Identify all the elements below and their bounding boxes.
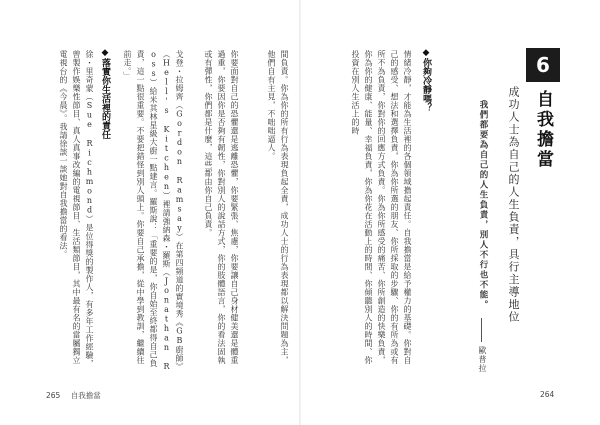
section-heading-calm	[419, 48, 433, 368]
chapter-title: 自我擔當	[533, 90, 553, 170]
chapter-number: 6	[536, 53, 550, 77]
left-page-paragraph-2: 你要面對自己的恐懼還是逃離恐懼，你要緊張、焦慮，你要讓自己身材健美還是體重過重，你要因你是否夠有韌性，你對別人的說話方式，你的肢體語言，你的看法固執或有彈性，你們都是什麼，這些都由你自己負責。	[204, 50, 239, 365]
diamond-bullet-icon: ◆	[100, 48, 110, 58]
folio-left-title: 自我擔當	[70, 391, 101, 400]
chapter-number-badge	[526, 48, 560, 82]
diamond-bullet-icon: ◆	[421, 48, 431, 58]
section-heading-responsibility-text: 落實你生活裡的責任	[100, 58, 110, 139]
left-page-paragraph-4: 徐・里奇蒙（Sue Richmond）是位得獎的製作人，有多年工作經驗，曾製作娛樂性節目、真人真事改編的電視節目、生活類節目，其中最有名的當屬獨立電視台的《今晨》。我請徐談一談她對自我擔當的看法。	[59, 50, 94, 368]
chapter-subtitle: 成功人士為自己的人生負責，具行主導地位	[507, 86, 520, 324]
section-heading-calm-text: 你夠冷靜嗎？	[421, 58, 431, 112]
left-page-paragraph-1: 間負責。你為你的所有行為表現負起全責，成功人士的行為表現都以解決問題為主，他們自有主見，不咄咄逼人。	[267, 50, 289, 365]
folio-left-number: 265	[46, 391, 61, 400]
epigraph-quote: 我們都要為自己的人生負責，別人不行也不能。	[478, 100, 488, 310]
epigraph-dash	[481, 318, 482, 342]
folio-left	[46, 390, 101, 401]
right-page-paragraph: 情緒冷靜，才能為生活裡的各個領域擔起責任。自我擔當是給予權力的基礎。你對自己的感受、想法和選擇負責，你為你所選的朋友、你所採取的步驟、你的有所為或有所不為負責，你對你的回應方式負責。你為你所感受的痛苦、你所創造的快樂負責，你為你的健康、能量、幸福負責，你為你花在活動上的時間、你傾聽別人的時間、你投資在別人生活上的時	[351, 50, 412, 365]
section-heading-responsibility	[98, 48, 112, 368]
left-page-paragraph-3: 戈登・拉姆齊（Gordon Ramsay）在第四頻道的實境秀《GB廚師》（Hell's Kitchen）裡請強納森・羅斯（Jonathan Ross）給米其林星級大廚一點建言。羅斯說：「重要的是，你自始至終都得自己負責，這一點很重要。不要把錯怪到別人頭上。你要自己承擔，從中學到教訓，繼續往前走。」	[123, 50, 184, 372]
folio-right: 264	[540, 390, 555, 399]
epigraph-author: 歐普拉	[478, 346, 487, 373]
page-gutter	[299, 0, 301, 425]
